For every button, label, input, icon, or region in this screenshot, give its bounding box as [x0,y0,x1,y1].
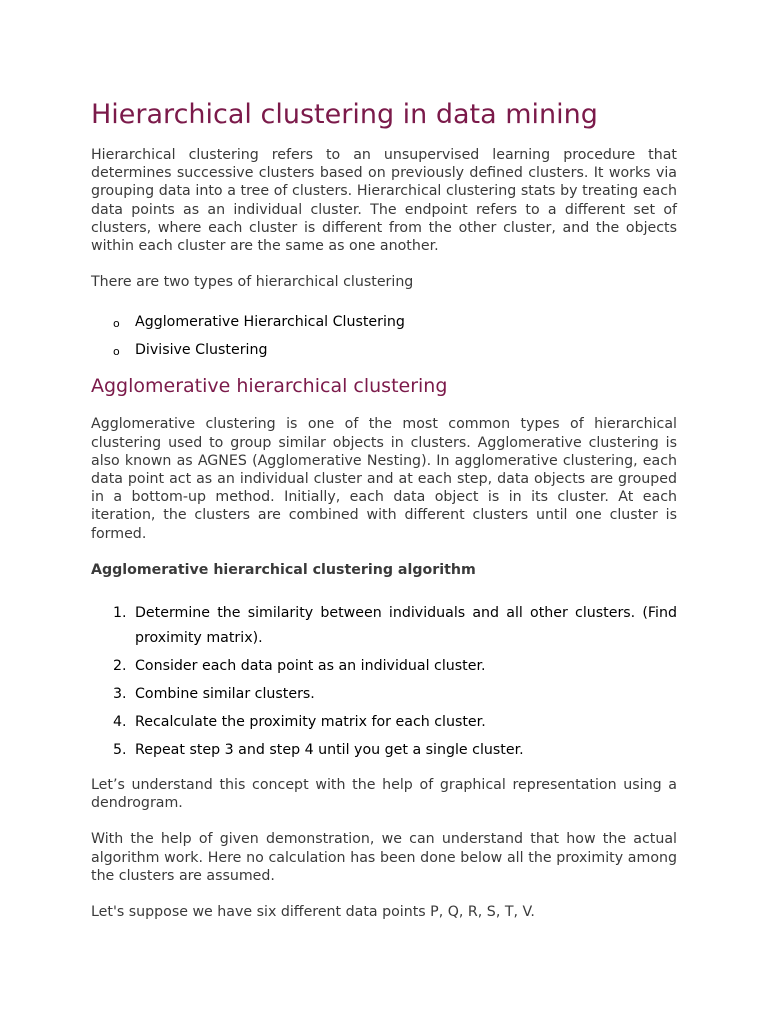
step-text: Consider each data point as an individual cluster. [135,657,486,674]
bullet-marker: o [113,317,120,331]
data-points-paragraph: Let's suppose we have six different data points P, Q, R, S, T, V. [91,904,535,921]
section-paragraph: Agglomerative clustering is one of the most common types of hierarchical clustering used to group similar objects in clusters. Agglomerative clustering is also known as AGNES (Agglomerative Nesting). In agglomerative clustering, each data point act as an individual cluster and at each step, data objects are grouped in a bottom-up method. Initially, each data object is in its cluster. At each iteration, the clusters are combined with different clusters until one cluster is formed. [91,416,677,542]
list-item [113,738,677,763]
list-item [113,341,677,359]
step-text: Combine similar clusters. [135,685,315,702]
intro-paragraph: Hierarchical clustering refers to an unsupervised learning procedure that determines successive clusters based on previously defined clusters. It works via grouping data into a tree of clusters. Hierarchical clustering stats by treating each data points as an individual cluster. The endpoint refers to a different set of clusters, where each cluster is different from the other cluster, and the objects within each cluster are the same as one another. [91,147,677,255]
bullet-marker: o [113,345,120,359]
step-text: Determine the similarity between individuals and all other clusters. (Find proximity matrix). [135,605,677,646]
step-number: 5. [113,741,127,758]
algorithm-heading: Agglomerative hierarchical clustering algorithm [91,561,476,578]
list-item [113,710,677,735]
step-number: 2. [113,657,127,674]
list-item-label: Agglomerative Hierarchical Clustering [135,314,405,331]
step-number: 1. [113,605,127,622]
list-item [113,682,677,707]
algorithm-steps-list [91,601,677,762]
page-title: Hierarchical clustering in data mining [91,99,598,130]
list-item [113,654,677,679]
section-heading: Agglomerative hierarchical clustering [91,375,448,398]
clustering-types-list [91,313,677,359]
demonstration-paragraph: With the help of given demonstration, we can understand that how the actual algorithm work. Here no calculation has been done below all the proximity among the clusters are assumed. [91,831,677,884]
types-intro-text: There are two types of hierarchical clustering [91,274,414,291]
step-text: Repeat step 3 and step 4 until you get a single cluster. [135,741,524,758]
dendrogram-paragraph: Let’s understand this concept with the help of graphical representation using a dendrogram. [91,777,677,812]
step-number: 3. [113,685,127,702]
list-item [113,313,677,331]
list-item [113,601,677,650]
step-text: Recalculate the proximity matrix for each cluster. [135,713,486,730]
list-item-label: Divisive Clustering [135,342,268,359]
step-number: 4. [113,713,127,730]
